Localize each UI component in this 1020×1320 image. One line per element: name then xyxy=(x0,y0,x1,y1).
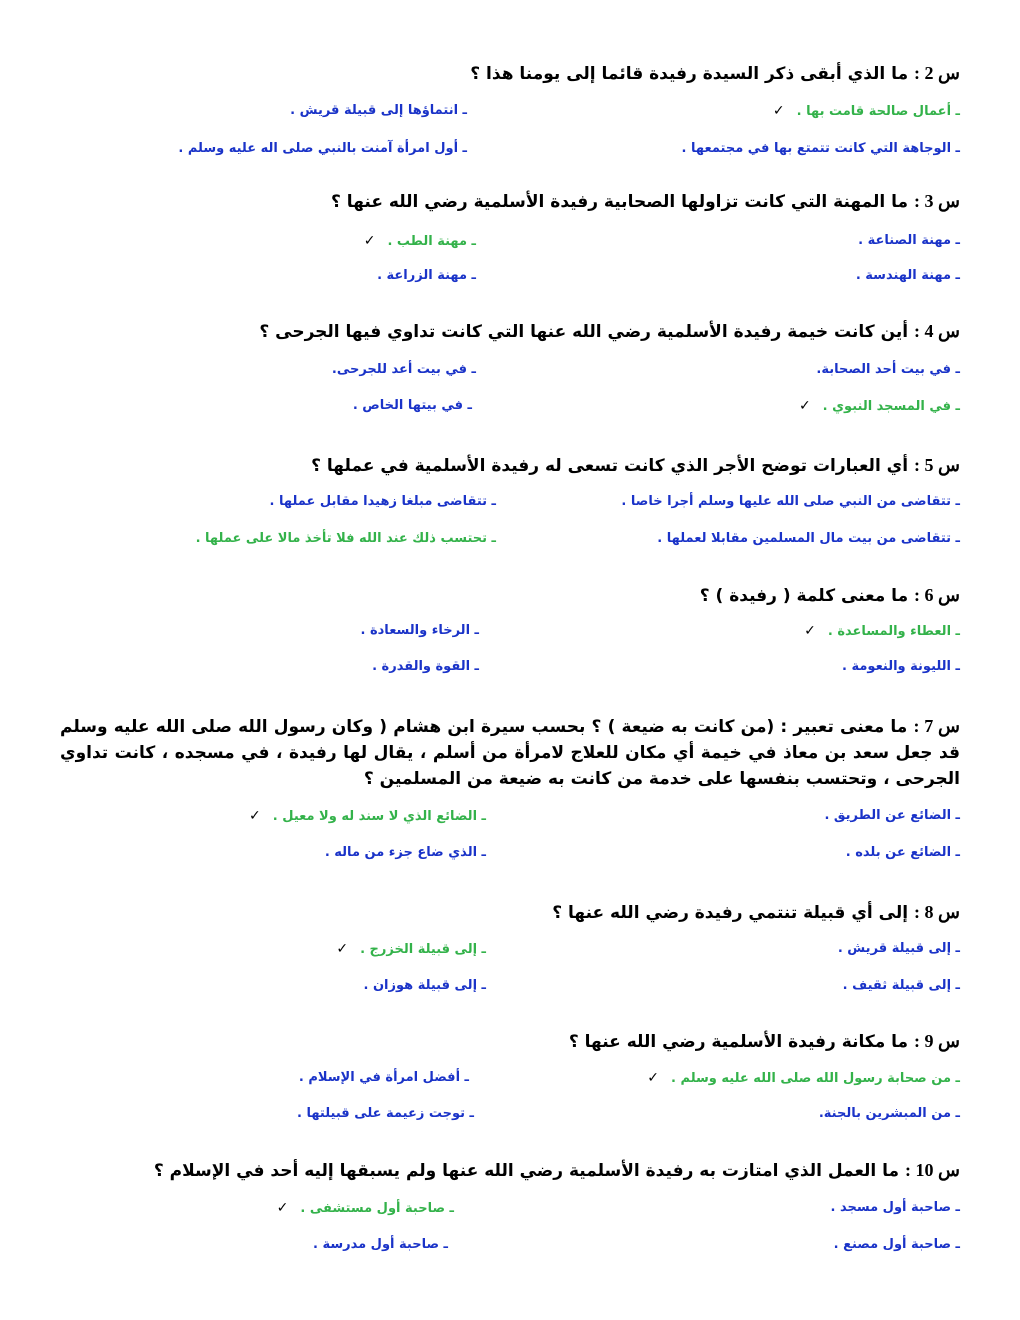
option-text: ـ مهنة الزراعة . xyxy=(377,268,476,283)
q9-option-4[interactable] xyxy=(297,1106,474,1121)
option-text: ـ تتقاضى مبلغا زهيدا مقابل عملها . xyxy=(269,494,496,509)
q10-option-4[interactable] xyxy=(313,1237,448,1252)
question-text: ما معنى كلمة ( رفيدة ) ؟ xyxy=(699,586,909,606)
q9-option-1[interactable] xyxy=(647,1070,960,1086)
question-10 xyxy=(154,1160,960,1181)
option-text: ـ أفضل امرأة في الإسلام . xyxy=(298,1070,469,1085)
option-text: ـ مهنة الطب . xyxy=(387,234,476,249)
question-number: س 7 : xyxy=(913,716,960,736)
option-text: ـ تتقاضى من النبي صلى الله عليها وسلم أجرا خاصا . xyxy=(621,494,960,509)
q5-option-4[interactable] xyxy=(196,531,496,546)
option-text: ـ تتقاضى من بيت مال المسلمين مقابلا لعملها . xyxy=(657,531,960,546)
check-icon: ✓ xyxy=(276,1200,289,1216)
q9-option-2[interactable] xyxy=(299,1070,469,1085)
question-text: أي العبارات توضح الأجر الذي كانت تسعى له رفيدة الأسلمية في عملها ؟ xyxy=(311,456,909,476)
q8-option-1[interactable] xyxy=(838,941,960,956)
question-text: ما معنى تعبير : (من كانت به ضيعة ) ؟ بحسب سيرة ابن هشام ( وكان رسول الله صلى الله عليه وسلم قد جعل سعد بن معاذ في خيمة أي مكان للعلاج لامرأة من أسلم ، يقال لها رفيدة ، في مسجده ، كانت تداوي الجرحى ، وتحتسب بنفسها على خدمة من كانت به ضيعة من المسلمين ؟ xyxy=(60,717,960,789)
option-text: ـ القوة والقدرة . xyxy=(372,659,479,674)
question-number: س 10 : xyxy=(905,1160,960,1180)
q4-option-4[interactable] xyxy=(353,398,472,413)
q4-option-3[interactable] xyxy=(799,398,960,414)
q2-option-2[interactable] xyxy=(290,103,467,118)
question-number: س 8 : xyxy=(914,902,960,922)
option-text: ـ صاحبة أول مسجد . xyxy=(830,1200,960,1215)
question-9 xyxy=(569,1031,960,1052)
question-number: س 3 : xyxy=(914,191,960,211)
question-2 xyxy=(470,63,960,84)
q5-option-2[interactable] xyxy=(270,494,496,509)
option-text: ـ في بيتها الخاص . xyxy=(352,398,472,413)
check-icon: ✓ xyxy=(336,941,349,957)
option-text: ـ الضائع الذي لا سند له ولا معيل . xyxy=(272,809,486,824)
question-text: ما الذي أبقى ذكر السيدة رفيدة قائما إلى يومنا هذا ؟ xyxy=(470,64,909,84)
q7-option-2[interactable] xyxy=(249,808,486,824)
option-text: ـ أعمال صالحة قامت بها . xyxy=(796,104,960,119)
check-icon: ✓ xyxy=(249,808,261,824)
option-text: ـ أول امرأة آمنت بالنبي صلى اله عليه وسلم . xyxy=(178,141,467,156)
q5-option-3[interactable] xyxy=(657,531,960,546)
option-text: ـ الوجاهة التي كانت تتمتع بها في مجتمعها . xyxy=(681,141,960,156)
option-text: ـ إلى قبيلة هوزان . xyxy=(363,978,486,993)
option-text: ـ الذي ضاع جزء من ماله . xyxy=(324,845,486,860)
question-7 xyxy=(60,713,960,792)
option-text: ـ في بيت أحد الصحابة. xyxy=(816,362,960,377)
q10-option-3[interactable] xyxy=(834,1237,960,1252)
q2-option-4[interactable] xyxy=(178,141,467,156)
q3-option-4[interactable] xyxy=(377,268,476,283)
q10-option-1[interactable] xyxy=(831,1200,960,1215)
question-number: س 6 : xyxy=(914,585,960,605)
q6-option-3[interactable] xyxy=(842,659,960,674)
q8-option-2[interactable] xyxy=(336,941,486,957)
q2-option-3[interactable] xyxy=(682,141,960,156)
option-text: ـ الضائع عن الطريق . xyxy=(824,808,960,823)
option-text: ـ صاحبة أول مدرسة . xyxy=(312,1237,448,1252)
question-text: أين كانت خيمة رفيدة الأسلمية رضي الله عنها التي كانت تداوي فيها الجرحى ؟ xyxy=(259,322,909,342)
q3-option-3[interactable] xyxy=(856,268,960,283)
option-text: ـ العطاء والمساعدة . xyxy=(827,624,960,639)
option-text: ـ من المبشرين بالجنة. xyxy=(818,1106,960,1121)
check-icon: ✓ xyxy=(798,398,811,414)
q5-option-1[interactable] xyxy=(621,494,960,509)
question-6 xyxy=(700,585,960,606)
q7-option-1[interactable] xyxy=(824,808,960,823)
option-text: ـ إلى قبيلة ثقيف . xyxy=(842,978,960,993)
q6-option-2[interactable] xyxy=(361,623,480,638)
q9-option-3[interactable] xyxy=(819,1106,960,1121)
q6-option-4[interactable] xyxy=(372,659,479,674)
q3-option-2[interactable] xyxy=(364,233,476,249)
question-8 xyxy=(552,902,960,923)
option-text: ـ إلى قبيلة قريش . xyxy=(837,941,960,956)
question-4 xyxy=(259,321,960,342)
option-text: ـ توجت زعيمة على قبيلتها . xyxy=(297,1106,474,1121)
option-text: ـ إلى قبيلة الخزرج . xyxy=(360,942,486,957)
q7-option-3[interactable] xyxy=(846,845,960,860)
question-text: ما المهنة التي كانت تزاولها الصحابية رفيدة الأسلمية رضي الله عنها ؟ xyxy=(331,192,909,212)
question-number: س 5 : xyxy=(914,455,960,475)
option-text: ـ الليونة والنعومة . xyxy=(842,659,960,674)
option-text: ـ في بيت أعد للجرحى. xyxy=(331,362,476,377)
option-text: ـ تحتسب ذلك عند الله فلا تأخذ مالا على عملها . xyxy=(195,531,496,546)
question-number: س 9 : xyxy=(914,1031,960,1051)
option-text: ـ صاحبة أول مستشفى . xyxy=(300,1201,454,1216)
option-text: ـ صاحبة أول مصنع . xyxy=(833,1237,960,1252)
option-text: ـ الرخاء والسعادة . xyxy=(360,623,479,638)
question-text: ما مكانة رفيدة الأسلمية رضي الله عنها ؟ xyxy=(568,1032,909,1052)
q8-option-4[interactable] xyxy=(364,978,487,993)
q2-option-1[interactable] xyxy=(773,103,960,119)
check-icon: ✓ xyxy=(647,1070,660,1086)
q8-option-3[interactable] xyxy=(843,978,960,993)
question-number: س 4 : xyxy=(914,321,960,341)
q4-option-1[interactable] xyxy=(816,362,960,377)
question-text: ما العمل الذي امتازت به رفيدة الأسلمية رضي الله عنها ولم يسبقها إليه أحد في الإسلام ؟ xyxy=(153,1161,900,1181)
check-icon: ✓ xyxy=(804,623,816,639)
question-5 xyxy=(311,455,960,476)
question-text: إلى أي قبيلة تنتمي رفيدة رضي الله عنها ؟ xyxy=(552,903,909,923)
q4-option-2[interactable] xyxy=(332,362,476,377)
option-text: ـ مهنة الصناعة . xyxy=(858,233,960,248)
option-text: ـ من صحابة رسول الله صلى الله عليه وسلم . xyxy=(671,1071,960,1086)
q10-option-2[interactable] xyxy=(277,1200,454,1216)
option-text: ـ انتماؤها إلى قبيلة قريش . xyxy=(290,103,467,118)
q6-option-1[interactable] xyxy=(804,623,960,639)
option-text: ـ في المسجد النبوي . xyxy=(822,399,960,414)
q3-option-1[interactable] xyxy=(858,233,960,248)
q7-option-4[interactable] xyxy=(325,845,486,860)
option-text: ـ الضائع عن بلده . xyxy=(845,845,960,860)
check-icon: ✓ xyxy=(363,233,376,249)
question-3 xyxy=(331,191,960,212)
question-number: س 2 : xyxy=(914,63,960,83)
check-icon: ✓ xyxy=(772,103,785,119)
option-text: ـ مهنة الهندسة . xyxy=(855,268,960,283)
